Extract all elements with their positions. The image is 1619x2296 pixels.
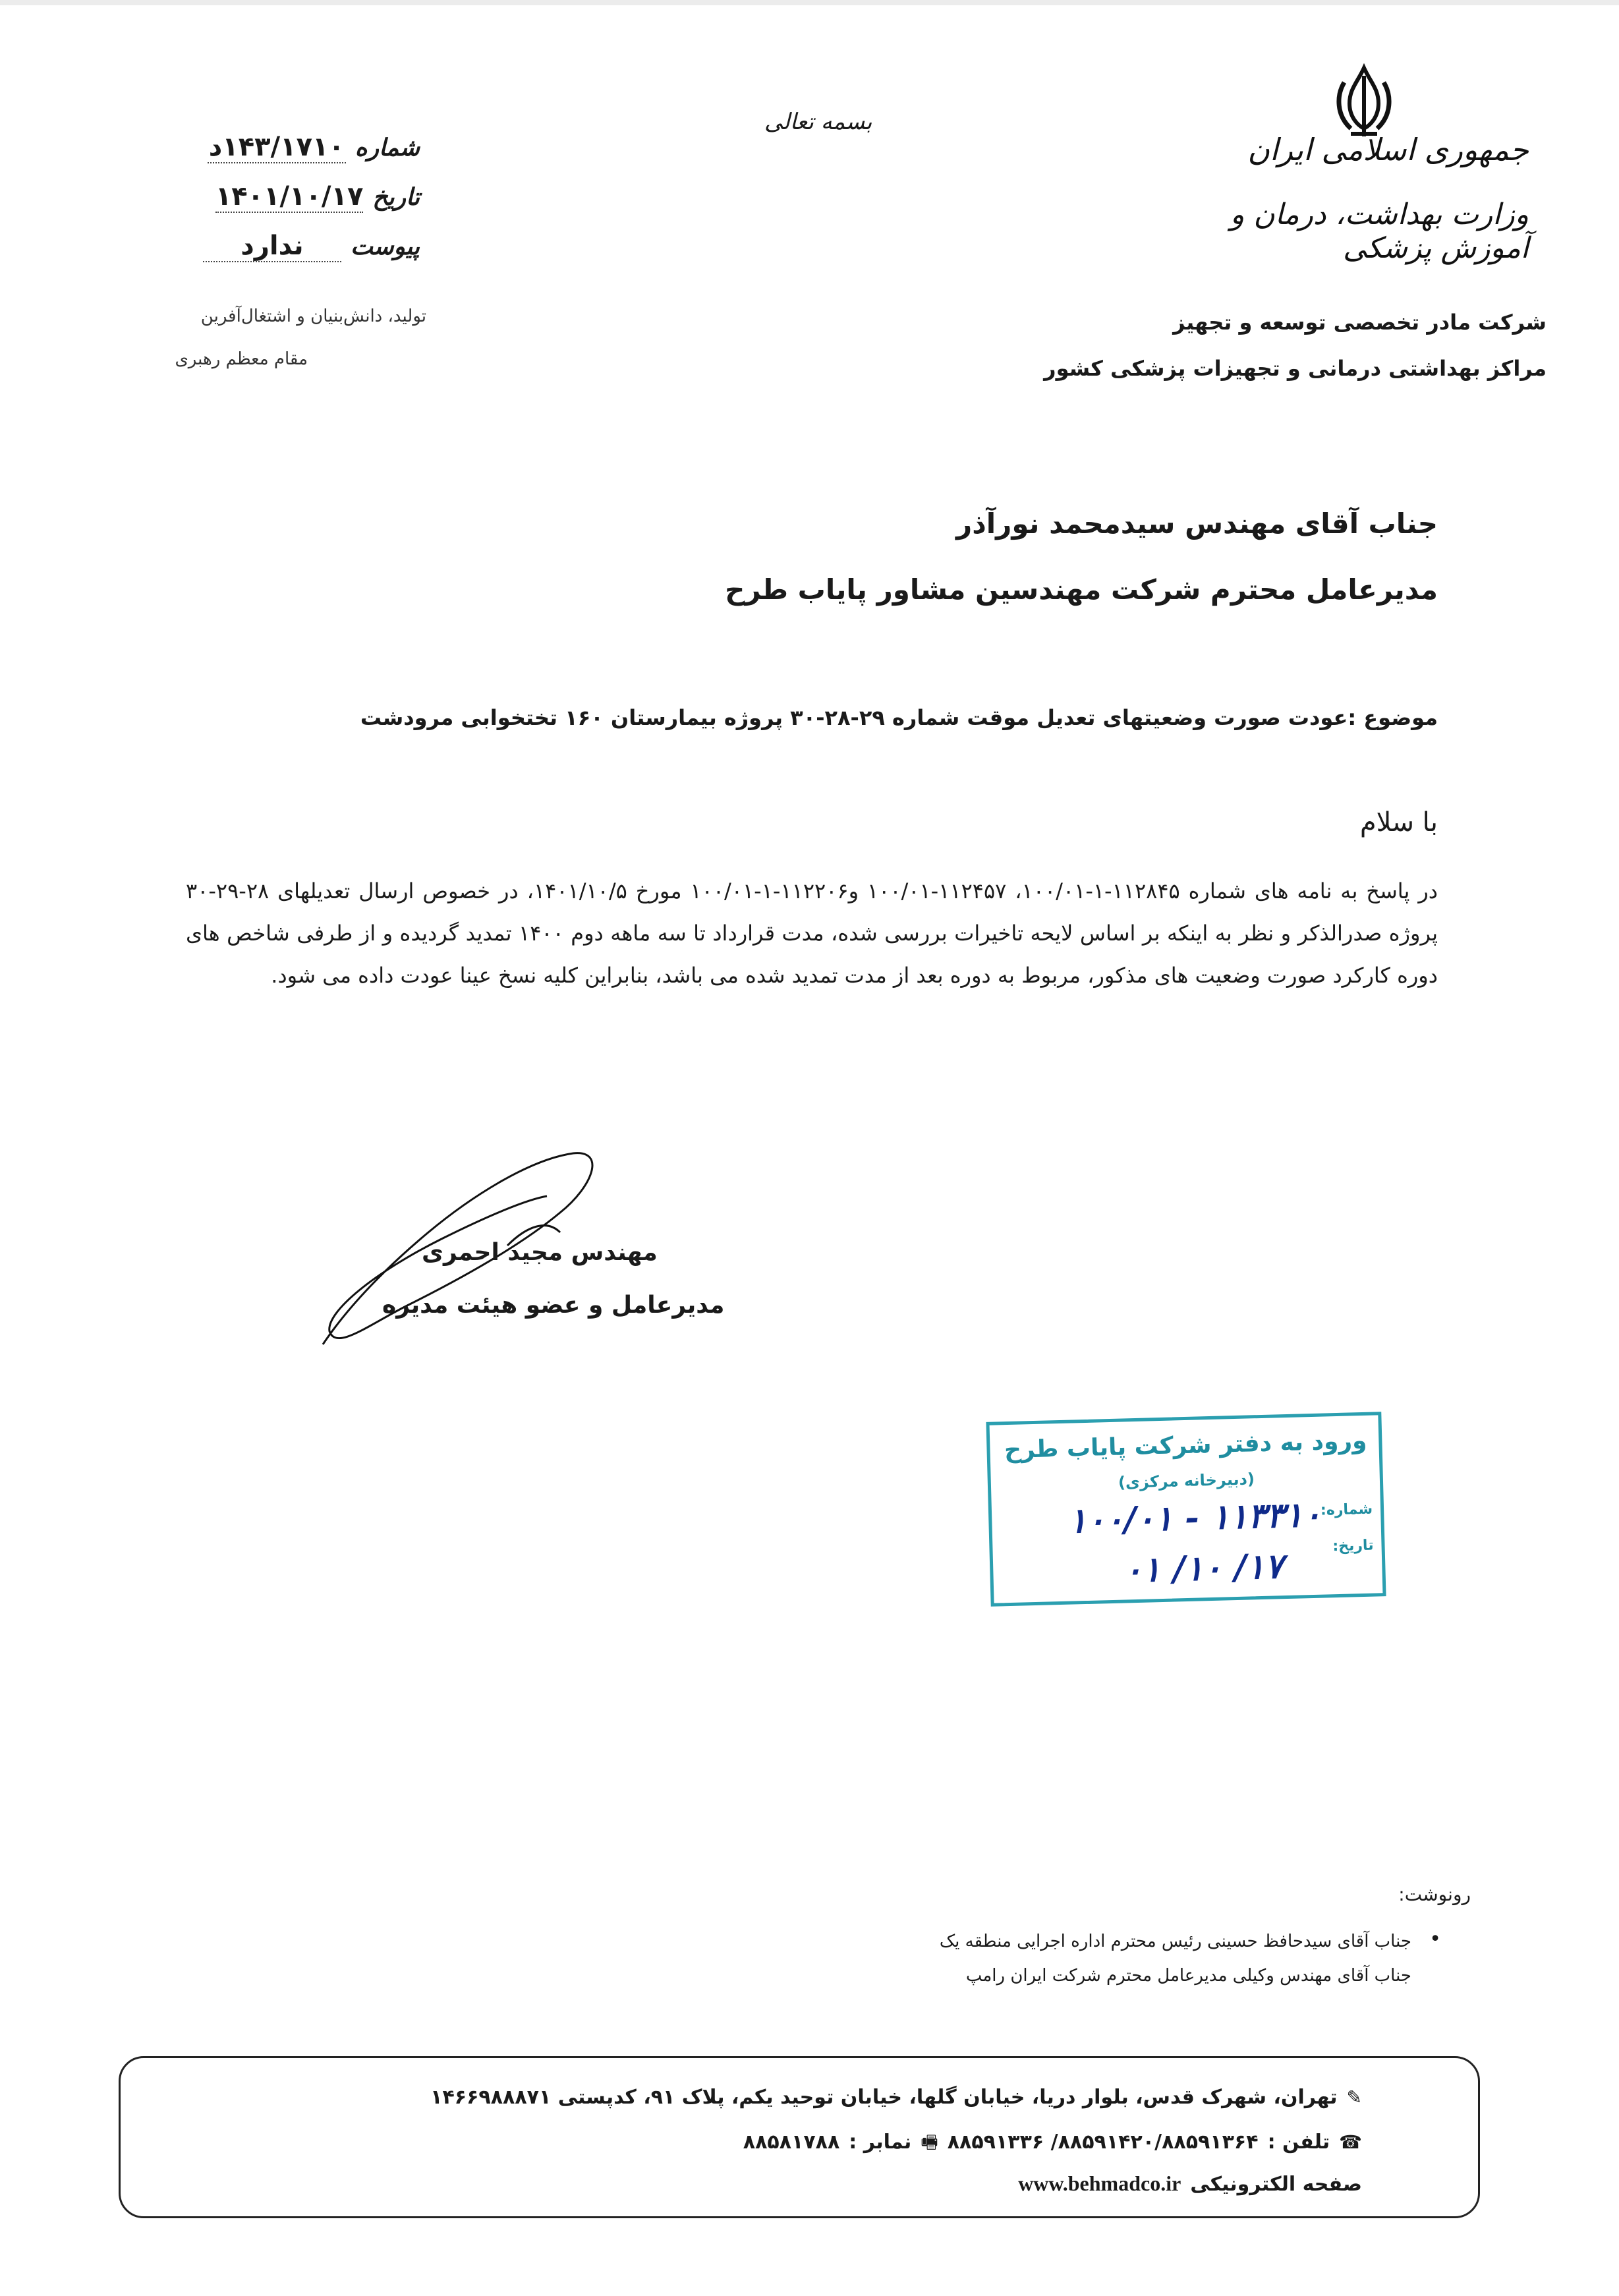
cc-item: جناب آقای مهندس وکیلی مدیرعامل محترم شرکت ایران رامپ: [965, 1966, 1411, 1986]
footer-address-text: تهران، شهرک قدس، بلوار دریا، خیابان گلها، خیابان توحید یکم، پلاک ۹۱، کدپستی ۱۴۶۶۹۸۸۸۷۱: [430, 2086, 1338, 2109]
reference-date-label: تاریخ: [372, 183, 420, 211]
cc-heading: رونوشت:: [1398, 1883, 1471, 1905]
slogan-author: مقام معظم رهبری: [175, 349, 308, 369]
cc-item: جناب آقای سیدحافظ حسینی رئیس محترم اداره اجرایی منطقه یک: [939, 1932, 1411, 1951]
stamp-date-label: تاریخ:: [1332, 1537, 1374, 1555]
footer-fax-label: نمابر :: [849, 2131, 912, 2154]
reference-date: [215, 181, 420, 213]
signer-name: مهندس مجید احمری: [422, 1239, 658, 1266]
footer-address: [430, 2086, 1362, 2109]
footer-web-label: صفحه الکترونیکی: [1190, 2173, 1362, 2196]
reference-number: [208, 132, 420, 163]
reference-number-label: شماره: [355, 134, 420, 161]
addressee-name: جناب آقای مهندس سیدمحمد نورآذر: [956, 507, 1438, 540]
ministry-name: وزارت بهداشت، درمان و آموزش پزشکی: [1230, 198, 1529, 265]
reference-attachment-label: پیوست: [351, 233, 420, 260]
letter-subject: موضوع :عودت صورت وضعیتهای تعدیل موقت شماره ۲۹-۲۸-۳۰ پروژه بیمارستان ۱۶۰ تختخوابی مرودشت: [360, 705, 1438, 730]
letter-body: در پاسخ به نامه های شماره ۱۱۲۸۴۵-۱-۱۰۰/۰۱، ۱۱۲۴۵۷-۱۰۰/۰۱ و۱۱۲۲۰۶-۱-۱۰۰/۰۱ مورخ ۱۴۰۱/۱۰/۵، در خصوص ارسال تعدیلهای ۲۸-۲۹-۳۰ پروژه صدرالذکر و نظر به اینکه بر اساس لایحه تاخیرات بررسی شده، مدت قرارداد تا سه ماهه دوم ۱۴۰۰ تمدید گردیده و از طرفی شاخص های دوره کارکرد صورت وضعیت های مذکور، مربوط به دوره بعد از مدت تمدید شده می باشد، بنابراین کلیه نسخ عینا عودت داده می شود.: [186, 878, 1438, 988]
signer-title: مدیرعامل و عضو هیئت مدیره: [382, 1292, 725, 1319]
receipt-stamp: [986, 1412, 1386, 1607]
bullet-icon: •: [1429, 1928, 1441, 1951]
footer-fax-number: ۸۸۵۸۱۷۸۸: [743, 2131, 840, 2154]
company-name-line1: شرکت مادر تخصصی توسعه و تجهیز: [1173, 310, 1547, 335]
addressee-title: مدیرعامل محترم شرکت مهندسین مشاور پایاب طرح: [725, 573, 1438, 606]
phone-icon: ☎: [1339, 2131, 1362, 2153]
cc-list: [940, 1924, 1411, 1993]
stamp-subtitle: (دبیرخانه مرکزی): [1118, 1470, 1255, 1492]
footer-phone-numbers: ۸۸۵۹۱۴۲۰/۸۸۵۹۱۳۶۴/ ۸۸۵۹۱۳۳۶: [947, 2131, 1259, 2154]
letter-greeting: با سلام: [1359, 807, 1438, 838]
footer-phone: [743, 2129, 1362, 2160]
bismillah: بسمه تعالی: [764, 109, 872, 135]
ministry-header: [1199, 99, 1529, 290]
fax-icon: 🖷: [921, 2131, 938, 2153]
country-name: جمهوری اسلامی ایران: [1247, 132, 1529, 167]
stamp-number: ۱۱۳۳۱۰ - ۱۰۰/۰۱: [1067, 1494, 1322, 1541]
reference-attachment: [203, 231, 420, 262]
reference-attachment-value: ندارد: [203, 231, 341, 262]
reference-number-value: ۱۴۳/۱۷۱۰د: [208, 132, 345, 162]
scan-edge: [0, 0, 1619, 5]
footer-website-link[interactable]: www.behmadco.ir: [1018, 2171, 1181, 2195]
company-name-line2: مراکز بهداشتی درمانی و تجهیزات پزشکی کشور: [1044, 356, 1547, 381]
stamp-date: ۱۷/ ۱۰/ ۰۱: [1123, 1546, 1284, 1591]
stamp-title: ورود به دفتر شرکت پایاب طرح: [1004, 1427, 1367, 1464]
pen-icon: ✎: [1346, 2086, 1362, 2108]
footer-phone-label: تلفن :: [1267, 2131, 1330, 2154]
stamp-number-label: شماره:: [1320, 1501, 1373, 1519]
footer-web: [1018, 2171, 1362, 2196]
reference-date-value: ۱۴۰۱/۱۰/۱۷: [215, 181, 364, 212]
slogan-text: تولید، دانش‌بنیان و اشتغال‌آفرین: [200, 306, 426, 326]
